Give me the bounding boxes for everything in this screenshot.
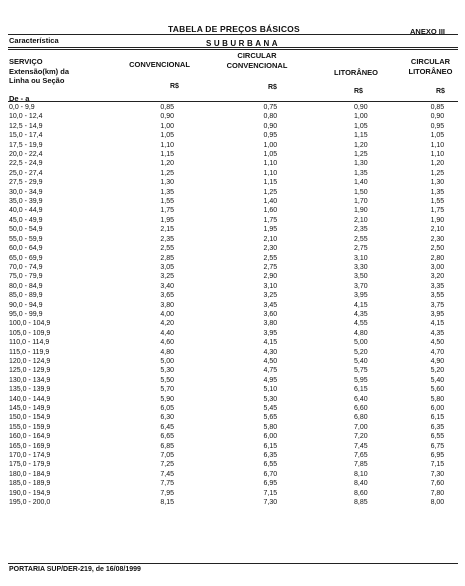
table-row: [0, 460, 465, 469]
litoraneo-header: LITORÂNEO: [333, 68, 379, 77]
price-table: [0, 103, 465, 507]
cell-cl: 6,15: [430, 414, 445, 422]
table-row: [0, 470, 465, 479]
cell-range: 105,0 - 109,9: [9, 329, 51, 337]
cell-lit: 1,25: [354, 151, 368, 159]
cell-conv: 7,05: [160, 452, 175, 460]
table-row: [0, 282, 465, 291]
cell-conv: 2,55: [160, 245, 175, 253]
cell-lit: 7,20: [354, 433, 368, 441]
cell-cl: 6,55: [430, 433, 445, 441]
cell-range: 70,0 - 74,9: [9, 263, 43, 271]
cell-conv: 1,35: [160, 188, 175, 196]
cell-circ: 4,50: [263, 357, 278, 365]
cell-cl: 4,15: [430, 320, 445, 328]
table-row: [0, 301, 465, 310]
service-header-line1: SERVIÇO: [9, 57, 43, 66]
cell-cl: 0,85: [430, 104, 445, 111]
cell-range: 45,0 - 49,9: [9, 216, 43, 224]
cell-lit: 4,15: [354, 301, 368, 309]
table-row: [0, 413, 465, 422]
characteristic-label: Característica: [9, 36, 59, 45]
cell-lit: 3,10: [354, 254, 368, 262]
circular-convencional-line2: CONVENCIONAL: [226, 60, 288, 70]
cell-lit: 1,05: [354, 122, 368, 130]
cell-circ: 1,25: [263, 188, 278, 196]
cell-circ: 2,30: [263, 245, 278, 253]
cell-cl: 7,80: [430, 489, 445, 497]
currency-circular-convencional: R$: [268, 84, 277, 91]
table-row: [0, 348, 465, 357]
cell-conv: 2,15: [160, 226, 175, 234]
cell-range: 10,0 - 12,4: [9, 113, 43, 121]
cell-cl: 3,00: [430, 263, 445, 271]
cell-conv: 3,05: [160, 263, 175, 271]
table-row: [0, 432, 465, 441]
cell-circ: 6,70: [263, 470, 278, 478]
cell-range: 35,0 - 39,9: [9, 198, 43, 206]
table-row: [0, 188, 465, 197]
cell-circ: 7,30: [263, 499, 278, 507]
table-row: [0, 442, 465, 451]
cell-circ: 6,35: [263, 452, 278, 460]
table-row: [0, 112, 465, 121]
cell-cl: 6,35: [430, 423, 445, 431]
cell-range: 110,0 - 114,9: [9, 339, 50, 347]
cell-conv: 1,00: [160, 122, 175, 130]
table-row: [0, 291, 465, 300]
cell-circ: 1,95: [263, 226, 278, 234]
cell-range: 125,0 - 129,9: [9, 367, 51, 375]
cell-conv: 7,25: [160, 461, 175, 469]
table-row: [0, 159, 465, 168]
cell-cl: 2,30: [430, 235, 445, 243]
price-table-body: [0, 103, 465, 507]
service-header: [9, 57, 69, 86]
circular-litoraneo-line2: LITORÂNEO: [408, 66, 453, 76]
cell-conv: 5,00: [160, 357, 175, 365]
cell-lit: 1,20: [354, 141, 368, 149]
cell-conv: 2,85: [160, 254, 175, 262]
cell-cl: 3,95: [430, 310, 445, 318]
cell-conv: 1,75: [160, 207, 175, 215]
cell-range: 50,0 - 54,9: [9, 226, 43, 234]
cell-lit: 4,55: [354, 320, 368, 328]
cell-range: 120,0 - 124,9: [9, 357, 51, 365]
cell-conv: 7,75: [160, 480, 175, 488]
cell-cl: 6,95: [430, 452, 445, 460]
cell-range: 25,0 - 27,4: [9, 169, 43, 177]
cell-circ: 3,25: [263, 292, 278, 300]
cell-circ: 4,15: [263, 339, 278, 347]
cell-conv: 4,40: [160, 329, 175, 337]
table-row: [0, 178, 465, 187]
cell-lit: 2,10: [354, 216, 368, 224]
cell-cl: 1,35: [430, 188, 445, 196]
cell-range: 22,5 - 24,9: [9, 160, 43, 168]
cell-circ: 6,95: [263, 480, 278, 488]
cell-circ: 5,10: [263, 386, 278, 394]
cell-lit: 4,35: [354, 310, 368, 318]
cell-lit: 1,90: [354, 207, 368, 215]
table-row: [0, 498, 465, 507]
table-row: [0, 103, 465, 112]
cell-range: 40,0 - 44,9: [9, 207, 43, 215]
cell-conv: 5,90: [160, 395, 175, 403]
currency-convencional: R$: [170, 83, 179, 90]
header-bottom-rule: [8, 101, 458, 102]
cell-lit: 5,40: [354, 357, 368, 365]
cell-cl: 1,10: [430, 141, 445, 149]
cell-conv: 4,60: [160, 339, 175, 347]
cell-lit: 1,35: [354, 169, 368, 177]
currency-circular-litoraneo: R$: [436, 88, 445, 95]
cell-lit: 6,15: [354, 386, 368, 394]
table-row: [0, 310, 465, 319]
annex-label: ANEXO III: [410, 27, 446, 36]
cell-lit: 4,80: [354, 329, 368, 337]
cell-lit: 0,90: [354, 104, 368, 111]
cell-lit: 8,10: [354, 470, 368, 478]
cell-range: 60,0 - 64,9: [9, 245, 43, 253]
cell-circ: 1,00: [263, 141, 278, 149]
cell-range: 20,0 - 22,4: [9, 151, 43, 159]
cell-circ: 0,75: [263, 104, 278, 111]
cell-lit: 1,30: [354, 160, 368, 168]
cell-circ: 4,75: [263, 367, 278, 375]
cell-cl: 3,55: [430, 292, 445, 300]
cell-conv: 6,65: [160, 433, 175, 441]
cell-lit: 5,20: [354, 348, 368, 356]
table-row: [0, 150, 465, 159]
service-header-line2: Extensão(km) da: [9, 66, 70, 76]
cell-range: 100,0 - 104,9: [9, 320, 51, 328]
cell-circ: 5,45: [263, 405, 278, 412]
cell-conv: 5,30: [160, 367, 175, 375]
cell-circ: 1,60: [263, 207, 278, 215]
cell-range: 75,0 - 79,9: [9, 273, 43, 281]
table-row: [0, 404, 465, 413]
cell-cl: 5,20: [430, 367, 445, 375]
cell-range: 180,0 - 184,9: [9, 470, 51, 478]
cell-cl: 3,20: [430, 273, 445, 281]
cell-range: 175,0 - 179,9: [9, 461, 51, 469]
cell-range: 135,0 - 139,9: [9, 386, 51, 394]
cell-range: 17,5 - 19,9: [9, 141, 43, 149]
cell-conv: 3,65: [160, 292, 175, 300]
table-row: [0, 329, 465, 338]
table-row: [0, 395, 465, 404]
cell-conv: 8,15: [160, 499, 175, 507]
cell-lit: 1,15: [354, 132, 368, 140]
cell-conv: 1,15: [160, 151, 175, 159]
table-row: [0, 451, 465, 460]
cell-conv: 5,50: [160, 376, 175, 384]
cell-cl: 2,10: [430, 226, 445, 234]
currency-litoraneo: R$: [354, 88, 363, 95]
cell-lit: 3,50: [354, 273, 368, 281]
cell-lit: 5,95: [354, 376, 368, 384]
cell-conv: 3,40: [160, 282, 175, 290]
table-row: [0, 216, 465, 225]
cell-cl: 4,50: [430, 339, 445, 347]
cell-circ: 1,40: [263, 198, 278, 206]
cell-circ: 1,10: [263, 169, 278, 177]
cell-conv: 7,95: [160, 489, 175, 497]
cell-circ: 3,80: [263, 320, 278, 328]
circular-litoraneo-header: [398, 57, 463, 76]
table-row: [0, 366, 465, 375]
table-row: [0, 131, 465, 140]
cell-conv: 4,20: [160, 320, 175, 328]
cell-range: 80,0 - 84,9: [9, 282, 43, 290]
cell-conv: 7,45: [160, 470, 175, 478]
cell-cl: 5,80: [430, 395, 445, 403]
table-row: [0, 357, 465, 366]
circular-convencional-line1: CIRCULAR: [237, 51, 277, 60]
cell-lit: 1,70: [354, 198, 368, 206]
cell-circ: 2,75: [263, 263, 278, 271]
cell-cl: 7,30: [430, 470, 445, 478]
table-row: [0, 338, 465, 347]
cell-cl: 7,15: [430, 461, 445, 469]
cell-conv: 1,20: [160, 160, 175, 168]
cell-circ: 3,60: [263, 310, 278, 318]
table-row: [0, 197, 465, 206]
cell-cl: 5,60: [430, 386, 445, 394]
cell-range: 190,0 - 194,9: [9, 489, 51, 497]
cell-range: 150,0 - 154,9: [9, 414, 51, 422]
cell-circ: 4,30: [263, 348, 278, 356]
cell-lit: 7,85: [354, 461, 368, 469]
top-rule: [8, 34, 458, 35]
cell-conv: 6,05: [160, 405, 175, 412]
cell-conv: 0,85: [160, 104, 175, 111]
table-row: [0, 272, 465, 281]
cell-conv: 2,35: [160, 235, 175, 243]
cell-circ: 2,55: [263, 254, 278, 262]
circular-convencional-header: [212, 51, 302, 70]
cell-circ: 3,45: [263, 301, 278, 309]
cell-conv: 1,25: [160, 169, 175, 177]
cell-range: 90,0 - 94,9: [9, 301, 43, 309]
cell-circ: 5,65: [263, 414, 278, 422]
cell-range: 140,0 - 144,9: [9, 395, 51, 403]
table-row: [0, 141, 465, 150]
cell-lit: 8,85: [354, 499, 368, 507]
cell-circ: 1,10: [263, 160, 278, 168]
cell-range: 95,0 - 99,9: [9, 310, 43, 318]
cell-range: 155,0 - 159,9: [9, 423, 51, 431]
cell-circ: 1,75: [263, 216, 278, 224]
cell-cl: 1,10: [430, 151, 445, 159]
cell-lit: 7,00: [354, 423, 368, 431]
cell-lit: 1,40: [354, 179, 368, 187]
cell-cl: 6,75: [430, 442, 445, 450]
cell-circ: 7,15: [263, 489, 278, 497]
cell-cl: 2,80: [430, 254, 445, 262]
cell-circ: 3,95: [263, 329, 278, 337]
cell-cl: 3,75: [430, 301, 445, 309]
bottom-rule: [8, 563, 458, 564]
cell-cl: 1,05: [430, 132, 445, 140]
table-row: [0, 235, 465, 244]
cell-conv: 3,25: [160, 273, 175, 281]
table-row: [0, 263, 465, 272]
cell-conv: 4,00: [160, 310, 175, 318]
cell-cl: 1,90: [430, 216, 445, 224]
cell-cl: 4,70: [430, 348, 445, 356]
cell-circ: 0,90: [263, 122, 278, 130]
cell-lit: 1,50: [354, 188, 368, 196]
table-row: [0, 376, 465, 385]
cell-lit: 1,00: [354, 113, 368, 121]
circular-litoraneo-line1: CIRCULAR: [410, 57, 451, 66]
table-row: [0, 225, 465, 234]
footer-note: PORTARIA SUP/DER-219, de 16/08/1999: [9, 566, 141, 573]
cell-lit: 5,00: [354, 339, 368, 347]
cell-lit: 5,75: [354, 367, 368, 375]
cell-cl: 4,35: [430, 329, 445, 337]
cell-lit: 3,70: [354, 282, 368, 290]
cell-lit: 2,55: [354, 235, 368, 243]
table-row: [0, 206, 465, 215]
cell-circ: 5,30: [263, 395, 278, 403]
cell-circ: 3,10: [263, 282, 278, 290]
cell-cl: 1,30: [430, 179, 445, 187]
cell-lit: 8,40: [354, 480, 368, 488]
cell-conv: 4,80: [160, 348, 175, 356]
table-row: [0, 423, 465, 432]
table-row: [0, 244, 465, 253]
section-rule-lower: [8, 49, 458, 50]
cell-range: 12,5 - 14,9: [9, 122, 43, 130]
section-title: SUBURBANA: [206, 39, 281, 48]
cell-range: 130,0 - 134,9: [9, 376, 51, 384]
cell-cl: 8,00: [430, 499, 445, 507]
cell-lit: 7,65: [354, 452, 368, 460]
cell-conv: 1,05: [160, 132, 175, 140]
page-title: TABELA DE PREÇOS BÁSICOS: [168, 24, 300, 34]
cell-circ: 5,80: [263, 423, 278, 431]
cell-conv: 6,45: [160, 423, 175, 431]
cell-conv: 1,55: [160, 198, 175, 206]
cell-circ: 6,00: [263, 433, 278, 441]
cell-range: 165,0 - 169,9: [9, 442, 51, 450]
cell-range: 0,0 - 9,9: [9, 104, 35, 111]
cell-cl: 1,55: [430, 198, 445, 206]
cell-conv: 0,90: [160, 113, 175, 121]
cell-circ: 0,95: [263, 132, 278, 140]
cell-circ: 6,55: [263, 461, 278, 469]
range-header: De - a: [9, 94, 30, 103]
cell-cl: 0,90: [430, 113, 445, 121]
cell-range: 15,0 - 17,4: [9, 132, 43, 140]
cell-conv: 6,30: [160, 414, 175, 422]
cell-circ: 2,10: [263, 235, 278, 243]
cell-cl: 7,60: [430, 480, 445, 488]
table-row: [0, 385, 465, 394]
cell-lit: 2,35: [354, 226, 368, 234]
cell-circ: 4,95: [263, 376, 278, 384]
cell-range: 65,0 - 69,9: [9, 254, 43, 262]
cell-cl: 0,95: [430, 122, 445, 130]
cell-cl: 1,20: [430, 160, 445, 168]
service-header-line3: Linha ou Seção: [9, 76, 65, 85]
cell-circ: 0,80: [263, 113, 278, 121]
table-row: [0, 319, 465, 328]
cell-cl: 4,90: [430, 357, 445, 365]
cell-lit: 8,60: [354, 489, 368, 497]
cell-cl: 3,35: [430, 282, 445, 290]
cell-range: 27,5 - 29,9: [9, 179, 43, 187]
cell-conv: 1,10: [160, 141, 175, 149]
cell-range: 185,0 - 189,9: [9, 480, 51, 488]
cell-lit: 3,30: [354, 263, 368, 271]
cell-cl: 2,50: [430, 245, 445, 253]
cell-lit: 7,45: [354, 442, 368, 450]
cell-circ: 1,05: [263, 151, 278, 159]
cell-conv: 3,80: [160, 301, 175, 309]
cell-lit: 3,95: [354, 292, 368, 300]
cell-range: 85,0 - 89,9: [9, 292, 43, 300]
cell-lit: 6,80: [354, 414, 368, 422]
cell-cl: 6,00: [430, 405, 445, 412]
cell-range: 55,0 - 59,9: [9, 235, 43, 243]
table-row: [0, 479, 465, 488]
cell-range: 115,0 - 119,9: [9, 348, 50, 356]
cell-cl: 1,75: [430, 207, 445, 215]
cell-circ: 6,15: [263, 442, 278, 450]
cell-range: 195,0 - 200,0: [9, 499, 51, 507]
cell-circ: 2,90: [263, 273, 278, 281]
cell-conv: 5,70: [160, 386, 175, 394]
table-row: [0, 122, 465, 131]
cell-lit: 2,75: [354, 245, 368, 253]
cell-range: 170,0 - 174,9: [9, 452, 51, 460]
table-row: [0, 489, 465, 498]
cell-cl: 1,25: [430, 169, 445, 177]
cell-lit: 6,40: [354, 395, 368, 403]
cell-conv: 1,30: [160, 179, 175, 187]
cell-range: 30,0 - 34,9: [9, 188, 43, 196]
cell-conv: 1,95: [160, 216, 175, 224]
cell-cl: 5,40: [430, 376, 445, 384]
cell-range: 145,0 - 149,9: [9, 405, 51, 412]
cell-lit: 6,60: [354, 405, 368, 412]
convencional-header: CONVENCIONAL: [129, 60, 190, 69]
table-row: [0, 169, 465, 178]
cell-conv: 6,85: [160, 442, 175, 450]
table-row: [0, 254, 465, 263]
cell-range: 160,0 - 164,9: [9, 433, 51, 441]
cell-circ: 1,15: [263, 179, 278, 187]
